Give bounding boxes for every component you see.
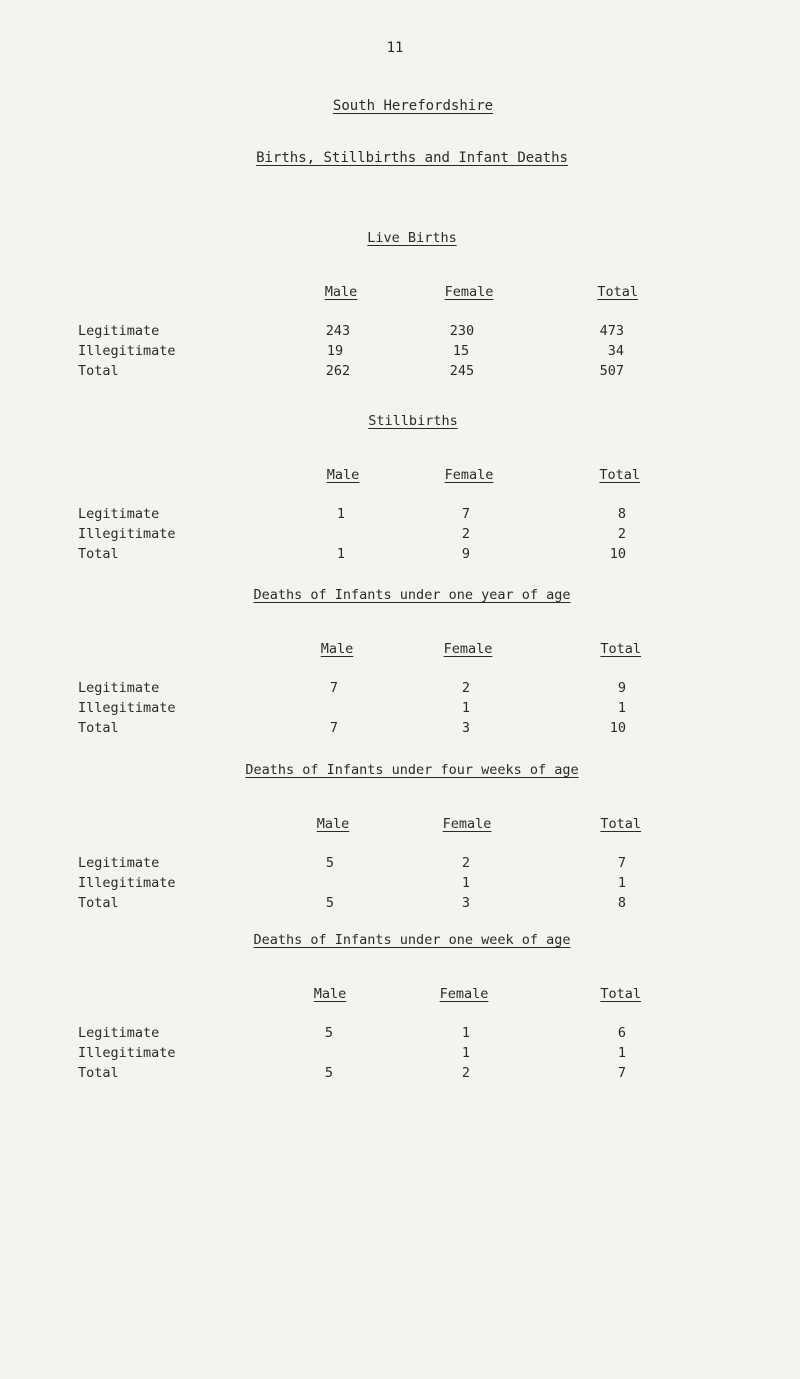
cell-total: 1 [617,875,626,891]
cell-total: 507 [599,363,624,379]
cell-male: 7 [329,680,339,696]
cell-male: 7 [329,720,339,736]
row-label-legitimate: Legitimate [78,1025,160,1041]
section-deaths-under-four-weeks [0,762,800,922]
cell-total: 7 [617,1065,626,1081]
column-header-total: Total [599,467,640,483]
column-header-female: Female [439,986,489,1002]
document-subtitle: Births, Stillbirths and Infant Deaths [256,150,568,166]
cell-female: 7 [461,506,471,522]
cell-female: 1 [461,700,471,716]
cell-female: 2 [461,1065,471,1081]
cell-total: 6 [617,1025,626,1041]
section-stillbirths [0,413,800,573]
row-label-total: Total [78,720,119,736]
row-label-legitimate: Legitimate [78,680,160,696]
cell-female: 3 [461,720,471,736]
row-label-legitimate: Legitimate [78,855,160,871]
cell-male: 5 [325,895,335,911]
section-deaths-under-one-year [0,587,800,747]
section-title: Deaths of Infants under one week of age [253,932,571,948]
cell-female: 1 [461,1025,471,1041]
column-header-total: Total [597,284,638,300]
document-title: South Herefordshire [332,98,494,114]
row-label-illegitimate: Illegitimate [78,343,176,359]
cell-total: 2 [617,526,626,542]
cell-female: 2 [461,855,471,871]
page-number: 11 [386,40,404,56]
section-deaths-under-one-week [0,932,800,1092]
column-header-male: Male [324,284,358,300]
section-live-births [0,230,800,390]
section-title: Live Births [367,230,457,246]
cell-total: 34 [607,343,624,359]
column-header-female: Female [444,467,494,483]
row-label-illegitimate: Illegitimate [78,875,176,891]
cell-female: 2 [461,680,471,696]
row-label-total: Total [78,363,119,379]
cell-male: 243 [325,323,351,339]
cell-total: 8 [617,895,626,911]
cell-female: 15 [452,343,470,359]
column-header-total: Total [600,816,641,832]
cell-total: 1 [617,700,626,716]
column-header-female: Female [442,816,492,832]
section-title: Stillbirths [368,413,458,429]
row-label-total: Total [78,1065,119,1081]
column-header-male: Male [320,641,354,657]
cell-total: 9 [617,680,626,696]
row-label-total: Total [78,895,119,911]
cell-female: 245 [449,363,475,379]
cell-total: 10 [609,546,626,562]
section-title: Deaths of Infants under one year of age [253,587,571,603]
section-title: Deaths of Infants under four weeks of age [245,762,579,778]
column-header-total: Total [600,986,641,1002]
column-header-total: Total [600,641,641,657]
row-label-total: Total [78,546,119,562]
cell-male: 5 [325,855,335,871]
row-label-legitimate: Legitimate [78,506,160,522]
cell-male: 1 [336,546,346,562]
cell-total: 473 [599,323,624,339]
cell-female: 230 [449,323,475,339]
row-label-illegitimate: Illegitimate [78,1045,176,1061]
row-label-illegitimate: Illegitimate [78,526,176,542]
cell-male: 5 [324,1065,334,1081]
column-header-female: Female [444,284,494,300]
cell-female: 1 [461,1045,471,1061]
cell-female: 2 [461,526,471,542]
column-header-male: Male [316,816,350,832]
cell-male: 5 [324,1025,334,1041]
cell-female: 1 [461,875,471,891]
cell-total: 10 [609,720,626,736]
cell-female: 3 [461,895,471,911]
column-header-female: Female [443,641,493,657]
row-label-legitimate: Legitimate [78,323,160,339]
cell-total: 1 [617,1045,626,1061]
cell-male: 262 [325,363,351,379]
cell-female: 9 [461,546,471,562]
cell-male: 1 [336,506,346,522]
cell-total: 7 [617,855,626,871]
cell-total: 8 [617,506,626,522]
cell-male: 19 [326,343,344,359]
row-label-illegitimate: Illegitimate [78,700,176,716]
column-header-male: Male [326,467,360,483]
column-header-male: Male [313,986,347,1002]
